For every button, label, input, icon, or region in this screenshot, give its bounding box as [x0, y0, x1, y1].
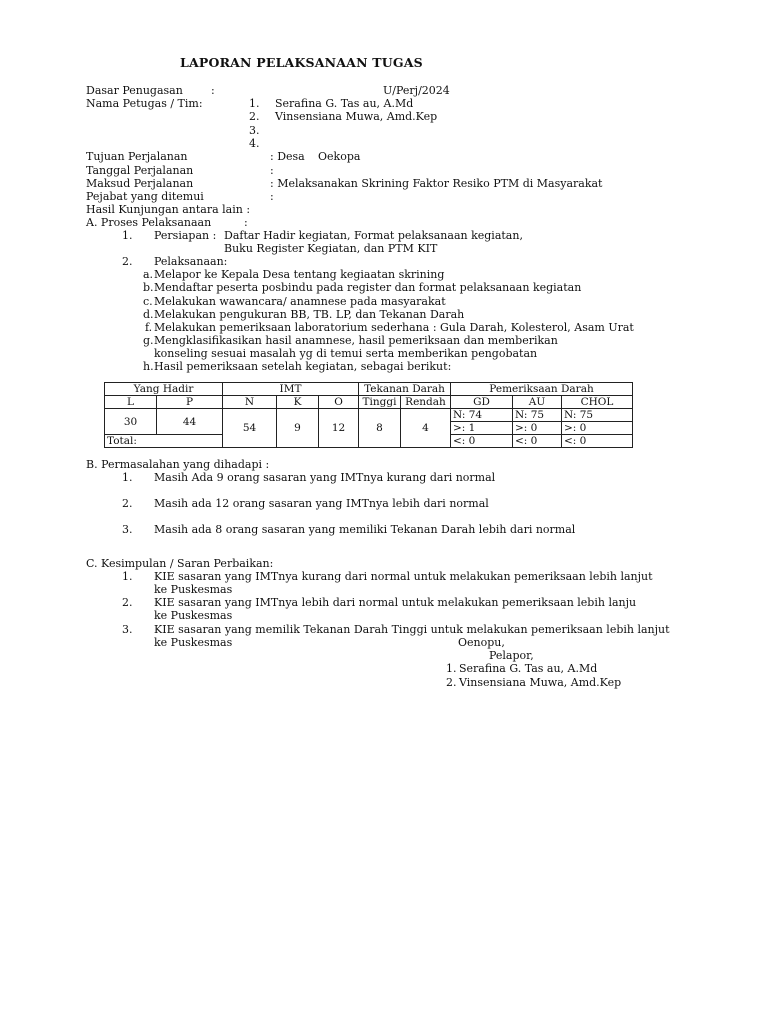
pelaksanaan-item: Mengklasifikasikan hasil anamnese, hasil pemeriksaan dan memberikan — [154, 334, 558, 347]
col-chol-header: CHOL — [562, 396, 633, 409]
dasar-label: Dasar Penugasan — [86, 84, 183, 97]
problem-item: Masih ada 12 orang sasaran yang IMTnya lebih dari normal — [154, 497, 489, 510]
value-l: 30 — [105, 409, 157, 435]
pelaksanaan-letter: d. — [143, 308, 154, 321]
value-tinggi: 8 — [359, 409, 401, 448]
au-low: <: 0 — [513, 435, 562, 448]
chol-normal: N: 75 — [562, 409, 633, 422]
signature-role: Pelapor, — [489, 649, 534, 662]
gd-high: >: 1 — [451, 422, 513, 435]
suggestion-num: 3. — [122, 623, 133, 636]
section-c-label: C. Kesimpulan / Saran Perbaikan: — [86, 557, 274, 570]
problem-item: Masih ada 8 orang sasaran yang memiliki Tekanan Darah lebih dari normal — [154, 523, 576, 536]
petugas-name-2: Vinsensiana Muwa, Amd.Kep — [275, 110, 438, 123]
pelaksanaan-num: 2. — [122, 255, 133, 268]
pelaksanaan-item: Melakukan pengukuran BB, TB. LP, dan Tekanan Darah — [154, 308, 465, 321]
petugas-num-2: 2. — [249, 110, 260, 123]
pelaksanaan-letter: c. — [143, 295, 153, 308]
au-high: >: 0 — [513, 422, 562, 435]
col-o-header: O — [319, 396, 359, 409]
suggestion-line-2: ke Puskesmas — [154, 609, 233, 622]
pelaksanaan-label: Pelaksanaan: — [154, 255, 228, 268]
petugas-num-1: 1. — [249, 97, 260, 110]
pelaksanaan-letter: g. — [143, 334, 154, 347]
gd-low: <: 0 — [451, 435, 513, 448]
col-tinggi-header: Tinggi — [359, 396, 401, 409]
col-l-header: L — [105, 396, 157, 409]
pelaksanaan-item: Melakukan wawancara/ anamnese pada masyarakat — [154, 295, 446, 308]
suggestion-line-1: KIE sasaran yang IMTnya lebih dari normal untuk melakukan pemeriksaan lebih lanju — [154, 596, 637, 609]
section-a-colon: : — [244, 216, 248, 229]
pejabat-label: Pejabat yang ditemui — [86, 190, 204, 203]
problem-num: 3. — [122, 523, 133, 536]
signer-num: 2. — [446, 676, 457, 689]
value-p: 44 — [157, 409, 223, 435]
petugas-name-1: Serafina G. Tas au, A.Md — [275, 97, 414, 110]
suggestion-num: 2. — [122, 596, 133, 609]
signer-num: 1. — [446, 662, 457, 675]
section-a-label: A. Proses Pelaksanaan — [86, 216, 212, 229]
value-k: 9 — [277, 409, 319, 448]
col-k-header: K — [277, 396, 319, 409]
col-rendah-header: Rendah — [401, 396, 451, 409]
tanggal-label: Tanggal Perjalanan — [86, 164, 194, 177]
value-n: 54 — [223, 409, 277, 448]
maksud-value: : Melaksanakan Skrining Faktor Resiko PTM di Masyarakat — [270, 177, 603, 190]
suggestion-line-1: KIE sasaran yang IMTnya kurang dari normal untuk melakukan pemeriksaan lebih lanjut — [154, 570, 653, 583]
col-n-header: N — [223, 396, 277, 409]
pejabat-colon: : — [270, 190, 274, 203]
suggestion-num: 1. — [122, 570, 133, 583]
yang-hadir-header: Yang Hadir — [105, 383, 223, 396]
suggestion-line-2: ke Puskesmas — [154, 583, 233, 596]
hasil-label: Hasil Kunjungan antara lain : — [86, 203, 251, 216]
results-table — [104, 382, 633, 448]
suggestion-line-2: ke Puskesmas — [154, 636, 233, 649]
pelaksanaan-letter: a. — [143, 268, 154, 281]
signature-place: Oenopu, — [458, 636, 505, 649]
value-rendah: 4 — [401, 409, 451, 448]
persiapan-num: 1. — [122, 229, 133, 242]
petugas-num-3: 3. — [249, 124, 260, 137]
gd-normal: N: 74 — [451, 409, 513, 422]
problem-item: Masih Ada 9 orang sasaran yang IMTnya kurang dari normal — [154, 471, 496, 484]
pelaksanaan-item: Melapor ke Kepala Desa tentang kegiaatan skrining — [154, 268, 445, 281]
tujuan-label: Tujuan Perjalanan — [86, 150, 188, 163]
problem-num: 2. — [122, 497, 133, 510]
tekanan-darah-header: Tekanan Darah — [359, 383, 451, 396]
chol-low: <: 0 — [562, 435, 633, 448]
pelaksanaan-letter: b. — [143, 281, 154, 294]
tujuan-value-2: Oekopa — [318, 150, 361, 163]
section-b-label: B. Permasalahan yang dihadapi : — [86, 458, 270, 471]
tanggal-colon: : — [270, 164, 274, 177]
pelaksanaan-letter: f. — [145, 321, 153, 334]
suggestion-line-1: KIE sasaran yang memilik Tekanan Darah Tinggi untuk melakukan pemeriksaan lebih lanjut — [154, 623, 670, 636]
persiapan-label: Persiapan : — [154, 229, 217, 242]
pemeriksaan-darah-header: Pemeriksaan Darah — [451, 383, 633, 396]
persiapan-line-2: Buku Register Kegiatan, dan PTM KIT — [224, 242, 438, 255]
petugas-num-4: 4. — [249, 137, 260, 150]
problem-num: 1. — [122, 471, 133, 484]
chol-high: >: 0 — [562, 422, 633, 435]
total-label: Total: — [105, 435, 223, 448]
imt-header: IMT — [223, 383, 359, 396]
petugas-label: Nama Petugas / Tim: — [86, 97, 203, 110]
col-au-header: AU — [513, 396, 562, 409]
pelaksanaan-item: Mendaftar peserta posbindu pada register dan format pelaksanaan kegiatan — [154, 281, 582, 294]
au-normal: N: 75 — [513, 409, 562, 422]
table-row — [105, 409, 633, 422]
col-gd-header: GD — [451, 396, 513, 409]
maksud-label: Maksud Perjalanan — [86, 177, 194, 190]
pelaksanaan-item-continued: konseling sesuai masalah yg di temui serta memberikan pengobatan — [154, 347, 538, 360]
signer-name: Vinsensiana Muwa, Amd.Kep — [459, 676, 622, 689]
dasar-value: U/Perj/2024 — [383, 84, 450, 97]
pelaksanaan-item: Melakukan pemeriksaan laboratorium sederhana : Gula Darah, Kolesterol, Asam Urat — [154, 321, 634, 334]
dasar-colon: : — [211, 84, 215, 97]
persiapan-line-1: Daftar Hadir kegiatan, Format pelaksanaan kegiatan, — [224, 229, 523, 242]
document-title: LAPORAN PELAKSANAAN TUGAS — [180, 55, 423, 70]
value-o: 12 — [319, 409, 359, 448]
col-p-header: P — [157, 396, 223, 409]
signer-name: Serafina G. Tas au, A.Md — [459, 662, 598, 675]
table-group-header-row — [105, 383, 633, 396]
tujuan-value: : Desa — [270, 150, 305, 163]
table-sub-header-row — [105, 396, 633, 409]
pelaksanaan-item: Hasil pemeriksaan setelah kegiatan, sebagai berikut: — [154, 360, 452, 373]
pelaksanaan-letter: h. — [143, 360, 154, 373]
